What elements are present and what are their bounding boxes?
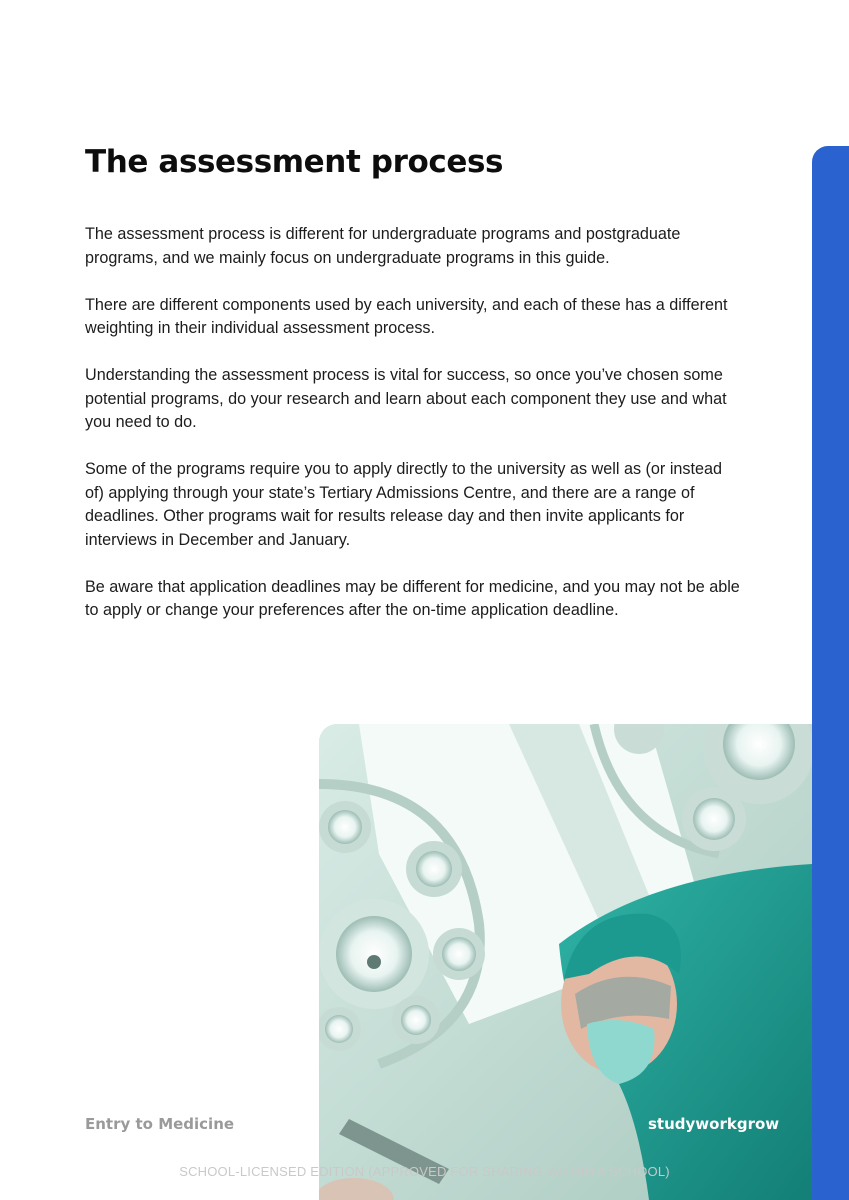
paragraph-4: Some of the programs require you to apply directly to the university as well as (or instead of) applying through your state’s Tertiary Admissions Centre, and there are a range of deadlines. Other programs wait for results release day and then invite applicants for interviews in December and January. — [85, 460, 723, 549]
footer-brand-logo: studyworkgrow — [648, 1115, 780, 1133]
page-title: The assessment process — [85, 144, 504, 180]
accent-side-bar — [812, 146, 849, 1200]
paragraph-5: Be aware that application deadlines may be different for medicine, and you may not be able to apply or change your preferences after the on-time application deadline. — [85, 577, 740, 619]
paragraph-1: The assessment process is different for undergraduate programs and postgraduate programs, and we mainly focus on undergraduate programs in this guide. — [85, 225, 681, 267]
paragraph-3: Understanding the assessment process is vital for success, so once you’ve chosen some potential programs, do your research and learn about each component they use and what you need to do. — [85, 366, 727, 431]
body-text — [85, 223, 745, 646]
paragraph-2: There are different components used by each university, and each of these has a different weighting in their individual assessment process. — [85, 295, 728, 337]
license-notice: SCHOOL-LICENSED EDITION (APPROVED FOR SHARING WITHIN A SCHOOL) — [179, 1164, 670, 1179]
footer-guide-title: Entry to Medicine — [85, 1115, 235, 1133]
